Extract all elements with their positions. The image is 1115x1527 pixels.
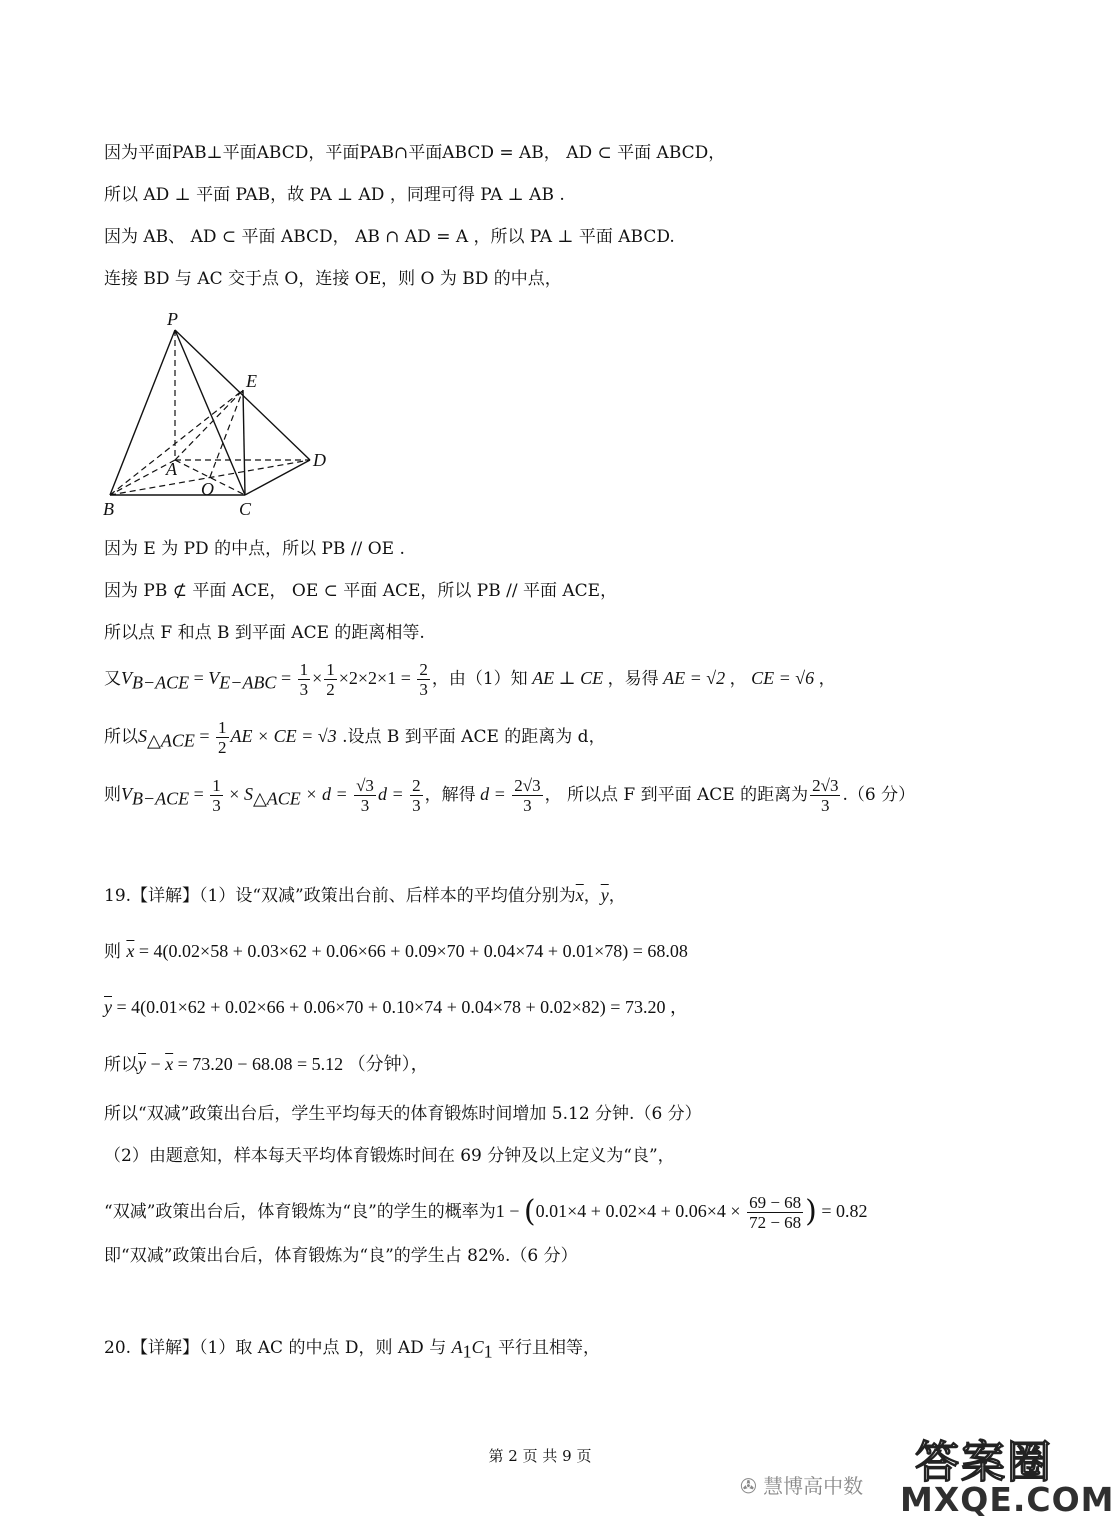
label-p: P xyxy=(167,309,178,329)
label-a: A xyxy=(166,459,177,479)
label-e: E xyxy=(246,371,257,391)
page-footer: 第 2 页 共 9 页 xyxy=(488,1447,592,1465)
edge-ae xyxy=(175,390,243,460)
text-line-1: 因为平面PAB⊥平面ABCD，平面PAB∩平面ABCD = AB， AD ⊂ 平面 ABCD， xyxy=(104,143,726,163)
watermark-bottom: MXQE.COM xyxy=(900,1480,1115,1519)
q19-intro: 19.【详解】（1）设“双减”政策出台前、后样本的平均值分别为$\overline{x}$，$\overline{y}$， xyxy=(104,885,626,906)
q19-part-2: （2）由题意知，样本每天平均体育锻炼时间在 69 分钟及以上定义为“良”， xyxy=(104,1146,675,1166)
social-account-name: ✇ 慧博高中数 xyxy=(740,1474,864,1498)
text-line-5: 因为 E 为 PD 的中点，所以 PB // OE . xyxy=(104,539,405,559)
text-line-3: 因为 AB、 AD ⊂ 平面 ABCD， AB ∩ AD = A ，所以 PA ⊥ 平面 ABCD. xyxy=(104,227,675,247)
text-line-6: 因为 PB ⊄ 平面 ACE， OE ⊂ 平面 ACE，所以 PB // 平面 ACE， xyxy=(104,581,618,601)
q19-difference: 所以$\overline{y} - \overline{x} = 73.20 - 68.08 = 5.12$ （分钟）， xyxy=(104,1054,429,1075)
label-o: O xyxy=(201,479,214,499)
pyramid-figure xyxy=(95,305,340,520)
formula-area: 所以$S_{\triangle ACE}$ = $\frac{1}{2}$ AE × CE = √3 .设点 B 到平面 ACE 的距离为 d， xyxy=(104,718,606,757)
text-line-4: 连接 BD 与 AC 交于点 O，连接 OE，则 O 为 BD 的中点， xyxy=(104,269,562,289)
q19-probability: “双减”政策出台后，体育锻炼为“良”的学生的概率为1 − (0.01×4 + 0.02×4 + 0.06×4 × $\frac{69 - 68}{72 - 68}$ ) = 0.82 xyxy=(104,1193,868,1232)
edge-oe xyxy=(210,390,243,477)
label-b: B xyxy=(103,499,114,519)
wechat-icon: ✇ xyxy=(740,1474,764,1498)
q19-mean-y: $\overline{y} = 4(0.01\times 62 + 0.02\times 66 + 0.06\times 70 + 0.10\times 74 + 0.04\times 78 + 0.02\times 82) = 73.20$ ， xyxy=(104,997,688,1017)
watermark xyxy=(880,1420,1115,1520)
label-d: D xyxy=(313,450,326,470)
formula-volume: 又$V_{B-ACE} = V_{E-ABC}$ = $\frac{1}{3}$ × $\frac{1}{2}$ ×2×2×1 = $\frac{2}{3}$ ，由（1）知 AE ⊥ CE ，易得 AE = √2 ， CE = √6 ， xyxy=(104,660,836,699)
q20-intro: 20.【详解】（1）取 AC 的中点 D，则 AD 与 $A_1C_1$ 平行且相等， xyxy=(104,1337,601,1362)
text-line-7: 所以点 F 和点 B 到平面 ACE 的距离相等. xyxy=(104,623,425,643)
watermark-top: 答案圈 xyxy=(915,1437,1053,1488)
q19-conclusion-1: 所以“双减”政策出台后，学生平均每天的体育锻炼时间增加 5.12 分钟.（6 分） xyxy=(104,1104,702,1124)
formula-distance: 则$V_{B-ACE}$ = $\frac{1}{3}$ × $S_{\triangle ACE} \times d$ = $\frac{√3}{3}$ d = $\frac{2}{3}$ ，解得 d = $\frac{2√3}{3}$ ， 所以点 F 到平面 ACE 的距离为 $\frac{2√3}{3}$ .（6 分） xyxy=(104,776,916,815)
q19-mean-x: 则 $\overline{x} = 4(0.02\times 58 + 0.03\times 62 + 0.06\times 66 + 0.09\times 70 + 0.04\times 74 + 0.01\times 78) = 68.08$ xyxy=(104,941,688,962)
q19-conclusion-2: 即“双减”政策出台后，体育锻炼为“良”的学生占 82%.（6 分） xyxy=(104,1246,578,1266)
edge-pc xyxy=(175,330,245,495)
edge-ec xyxy=(243,390,245,495)
label-c: C xyxy=(239,499,252,519)
text-line-2: 所以 AD ⊥ 平面 PAB，故 PA ⊥ AD ，同理可得 PA ⊥ AB . xyxy=(104,185,565,205)
